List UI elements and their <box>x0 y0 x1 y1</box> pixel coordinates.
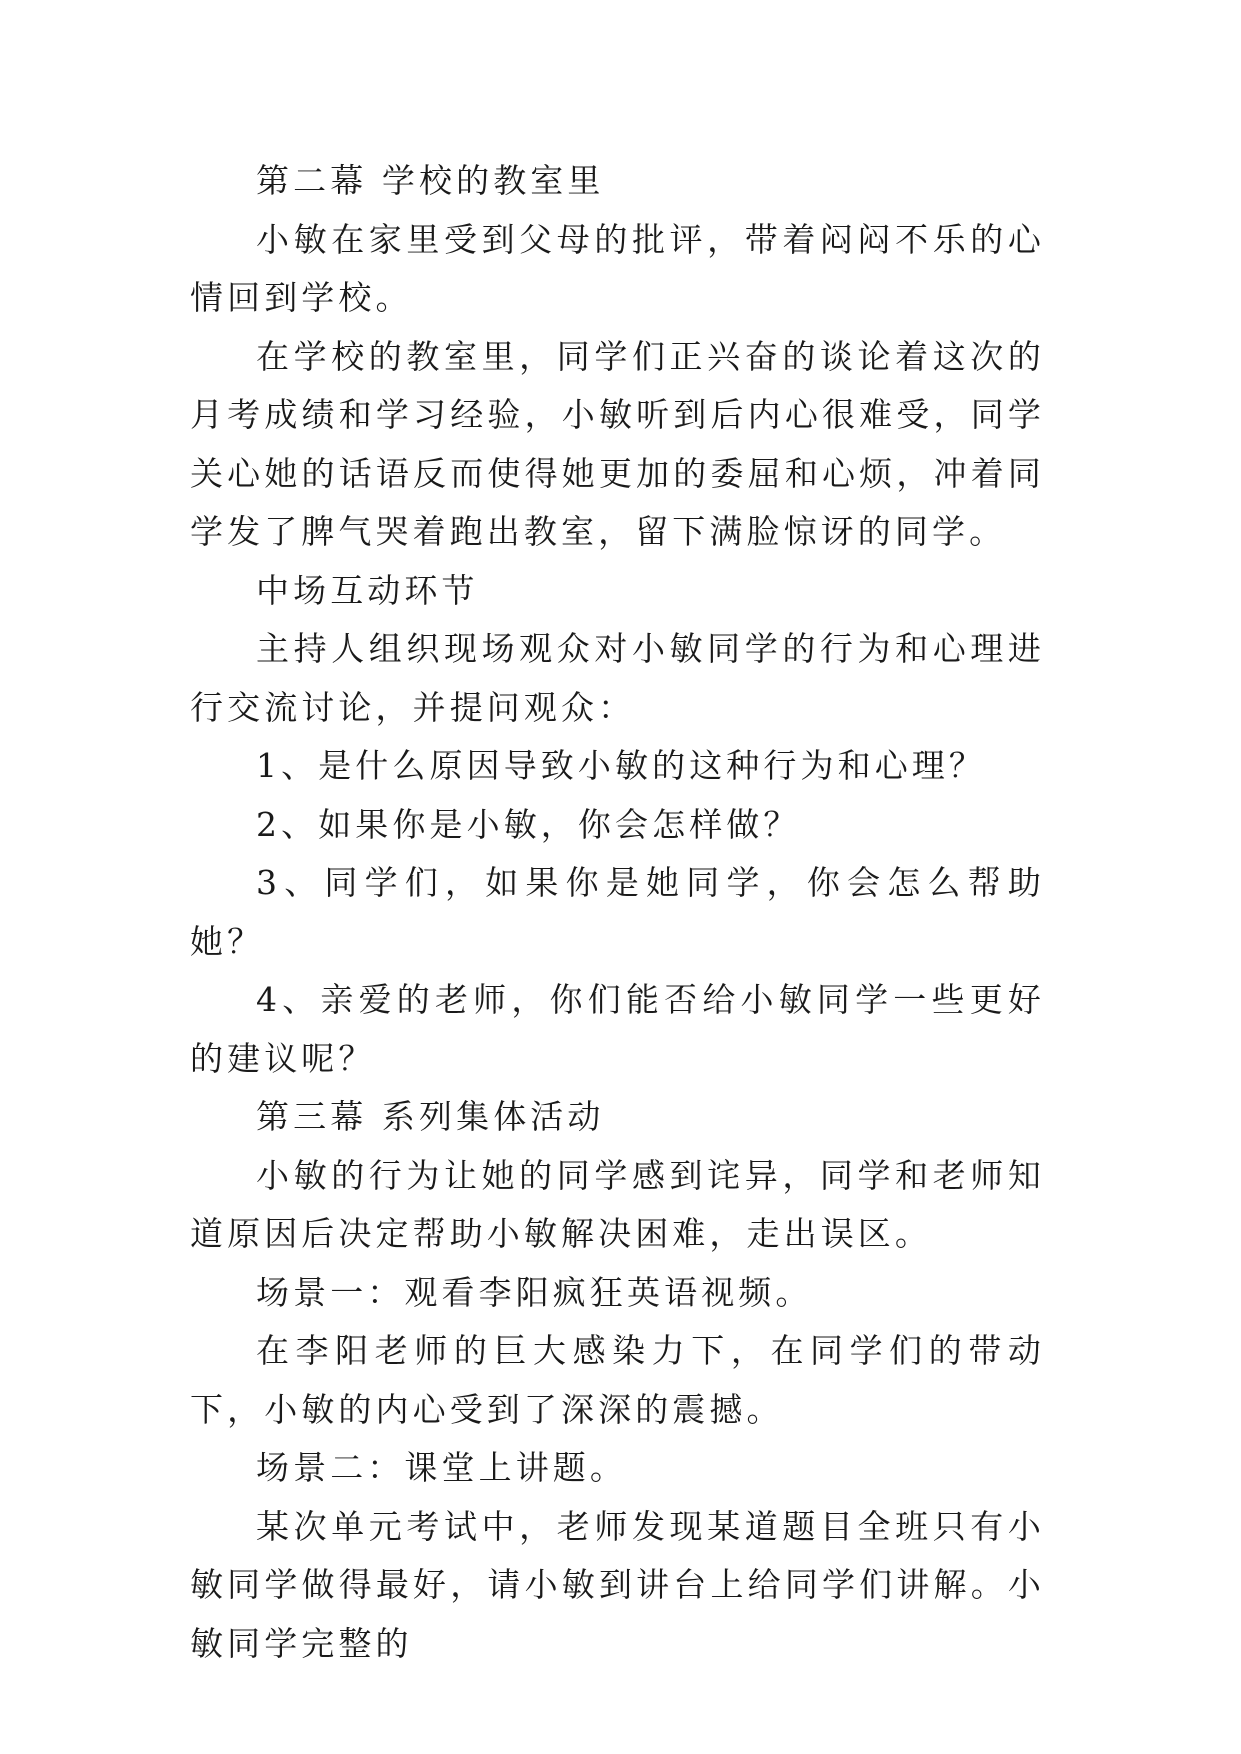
question-4: 4、亲爱的老师，你们能否给小敏同学一些更好的建议呢？ <box>190 980 1045 1078</box>
paragraph-classroom: 在学校的教室里，同学们正兴奋的谈论着这次的月考成绩和学习经验，小敏听到后内心很难受，同学关心她的话语反而使得她更加的委屈和心烦，冲着同学发了脾气哭着跑出教室，留下满脸惊讶的同学。 <box>190 336 1045 551</box>
document-body <box>190 152 1045 1673</box>
paragraph-scenario-two: 某次单元考试中，老师发现某道题目全班只有小敏同学做得最好，请小敏到讲台上给同学们讲解。小敏同学完整的 <box>190 1506 1045 1663</box>
paragraph-host-discussion: 主持人组织现场观众对小敏同学的行为和心理进行交流讨论，并提问观众： <box>190 629 1045 727</box>
question-2: 2、如果你是小敏，你会怎样做？ <box>256 804 801 844</box>
scene-two-heading: 第二幕 学校的教室里 <box>256 161 605 200</box>
interactive-session-heading: 中场互动环节 <box>256 570 479 610</box>
question-1: 1、是什么原因导致小敏的这种行为和心理？ <box>256 746 986 785</box>
scenario-one-heading: 场景一：观看李阳疯狂英语视频。 <box>256 1272 813 1312</box>
scene-three-heading: 第三幕 系列集体活动 <box>256 1097 605 1136</box>
paragraph-classmates-help: 小敏的行为让她的同学感到诧异，同学和老师知道原因后决定帮助小敏解决困难，走出误区。 <box>190 1155 1045 1253</box>
paragraph-scenario-one: 在李阳老师的巨大感染力下，在同学们的带动下，小敏的内心受到了深深的震撼。 <box>190 1331 1045 1429</box>
paragraph-xiaomin-returns: 小敏在家里受到父母的批评，带着闷闷不乐的心情回到学校。 <box>190 219 1045 317</box>
question-3: 3、同学们，如果你是她同学，你会怎么帮助她？ <box>190 863 1045 961</box>
scenario-two-heading: 场景二：课堂上讲题。 <box>256 1448 627 1487</box>
